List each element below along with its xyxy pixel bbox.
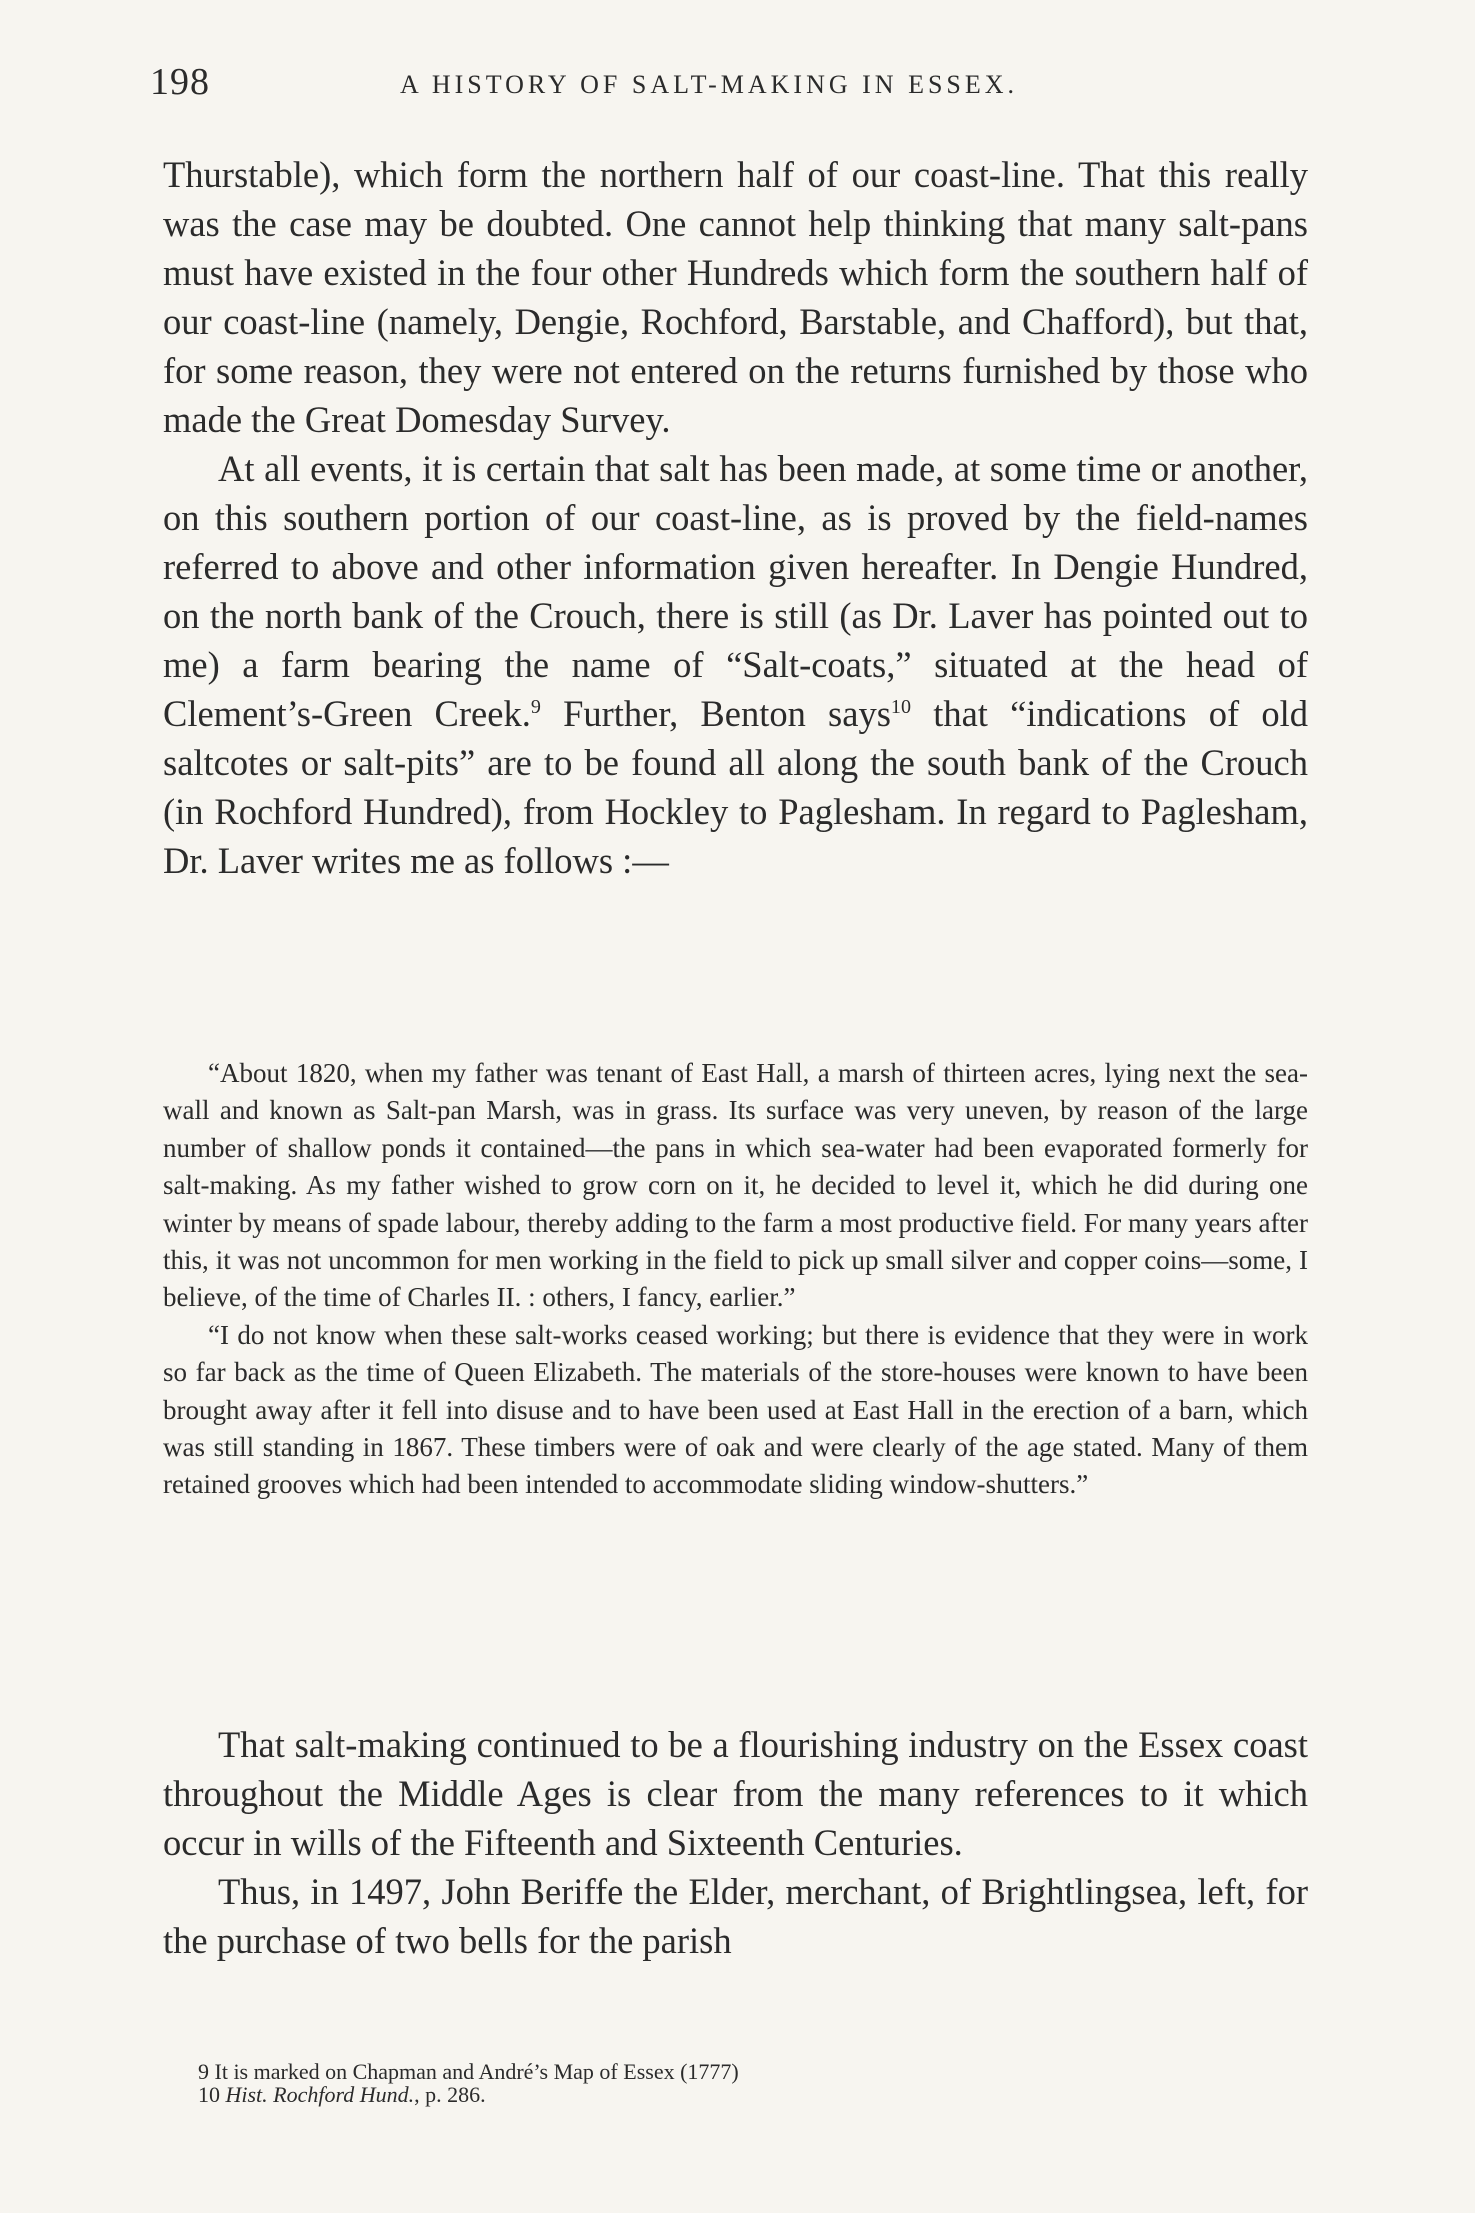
footnote-text: It is marked on Chapman and André’s Map of Essex (1777) — [214, 2059, 739, 2084]
page-number: 198 — [150, 61, 210, 103]
paragraph-text: that “indications of old saltcotes or salt-pits” are to be found all along the south bank of the Crouch (in Rochford Hundred), from Hockley to Paglesham. In regard to Paglesham, Dr. Laver writes me as follows :— — [163, 693, 1308, 881]
paragraph: That salt-making continued to be a flourishing industry on the Essex coast throughout the Middle Ages is clear from the many references to it which occur in wills of the Fifteenth and Sixteenth Centuries. — [163, 1724, 1308, 1863]
main-text — [163, 150, 1308, 885]
paragraph — [163, 444, 1308, 885]
paragraph: Thurstable), which form the northern half of our coast-line. That this really was the case may be doubted. One cannot help thinking that many salt-pans must have existed in the four other Hundreds which form the southern half of our coast-line (namely, Dengie, Rochford, Barstable, and Chafford), but that, for some reason, they were not entered on the returns furnished by those who made the Great Domesday Survey. — [163, 154, 1308, 440]
footnote — [198, 2083, 1198, 2106]
quote-paragraph: “About 1820, when my father was tenant of East Hall, a marsh of thirteen acres, lying next the sea-wall and known as Salt-pan Marsh, was in grass. Its surface was very uneven, by reason of the large number of shallow ponds it contained—the pans in which sea-water had been evaporated formerly for salt-making. As my father wished to grow corn on it, he decided to level it, which he did during one winter by means of spade labour, thereby adding to the farm a most productive field. For many years after this, it was not uncommon for men working in the field to pick up small silver and copper coins—some, I believe, of the time of Charles II. : others, I fancy, earlier.” — [163, 1058, 1308, 1313]
footnote-text: , p. 286. — [414, 2082, 486, 2107]
paragraph-text: Further, Benton says — [540, 693, 891, 734]
footnote — [198, 2060, 1198, 2083]
quote-paragraph: “I do not know when these salt-works ceased working; but there is evidence that they were in work so far back as the time of Queen Elizabeth. The materials of the store-houses were known to have been brought away after it fell into disuse and to have been used at East Hall in the erection of a barn, which was still standing in 1867. These timbers were of oak and were clearly of the age stated. Many of them retained grooves which had been intended to accommodate sliding window-shutters.” — [163, 1319, 1308, 1500]
footnote-title: Hist. Rochford Hund. — [225, 2082, 415, 2107]
footnote-number: 9 — [198, 2059, 209, 2084]
footnote-ref: 10 — [890, 695, 911, 718]
running-title: A HISTORY OF SALT-MAKING IN ESSEX. — [400, 70, 1019, 99]
footnote-number: 10 — [198, 2082, 220, 2107]
footnotes — [198, 2060, 1198, 2106]
block-quote — [163, 1055, 1308, 1504]
paragraph: Thus, in 1497, John Beriffe the Elder, merchant, of Brightlingsea, left, for the purchase of two bells for the parish — [163, 1871, 1308, 1961]
footnote-ref: 9 — [530, 695, 541, 718]
paragraph-text: At all events, it is certain that salt has been made, at some time or another, on this southern portion of our coast-line, as is proved by the field-names referred to above and other information given hereafter. In Dengie Hundred, on the north bank of the Crouch, there is still (as Dr. Laver has pointed out to me) a farm bearing the name of “Salt-coats,” situated at the head of Clement’s-Green Creek. — [163, 448, 1308, 734]
main-text-continued — [163, 1720, 1308, 1965]
page-header — [150, 60, 1310, 120]
